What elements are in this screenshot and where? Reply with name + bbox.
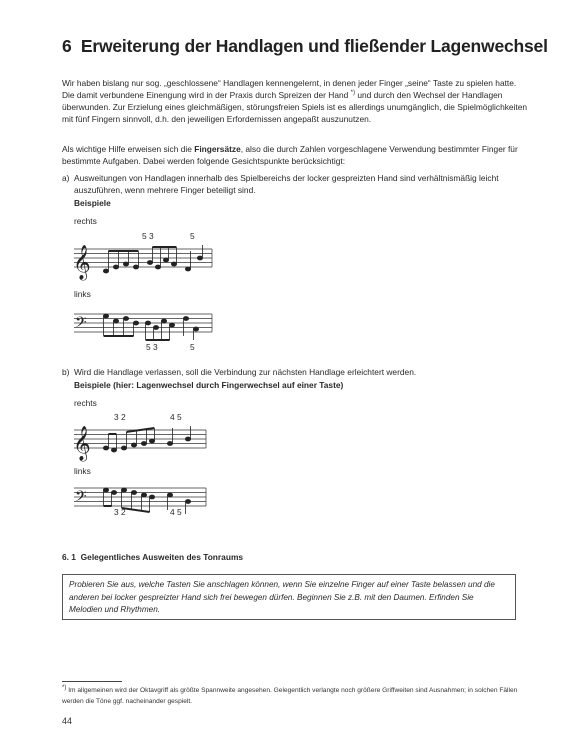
section-6-1-number: 6. 1 <box>62 552 76 562</box>
exercise-box <box>62 574 516 620</box>
footnote-divider <box>62 681 122 682</box>
notes-group <box>103 314 198 340</box>
item-a-label: a) <box>62 173 70 183</box>
item-b-links-label: links <box>74 466 91 476</box>
item-b-fingering-right-1: 3 2 <box>114 412 126 422</box>
footnote-text: Im allgemeinen wird der Oktavgriff als größte Spannweite angesehen. Gelegentlich verlangte noch größere Griffweiten sind Ausnahmen; in solchen Fällen werden die Töne ggf. nacheinander gespielt. <box>62 687 518 705</box>
item-a-rechts-label: rechts <box>74 216 97 226</box>
chapter-title: Erweiterung der Handlagen und fließender Lagenwechsel <box>80 36 548 56</box>
intro-text-a: Wir haben bislang nur sog. „geschlossene“ Handlagen kennengelernt, in denen jeder Finger „seine“ Taste zu spielen hatte. Die damit verbundene Einengung wird in der Praxis durch Spreizen der Hand <box>62 78 517 100</box>
bass-clef-icon: 𝄢 <box>75 314 87 335</box>
intro-paragraph <box>62 77 530 125</box>
section-6-1-heading <box>62 552 243 562</box>
item-b-treble-staff <box>74 426 214 460</box>
section-6-1-title: Gelegentliches Ausweiten des Tonraums <box>80 552 244 562</box>
item-b-fingering-right-2: 4 5 <box>170 412 182 422</box>
treble-clef-icon: 𝄞 <box>73 245 91 280</box>
bass-clef-icon: 𝄢 <box>75 488 87 509</box>
item-b <box>62 366 530 378</box>
item-b-rechts-label: rechts <box>74 398 97 408</box>
chapter-number: 6 <box>62 36 72 56</box>
fingersatz-text-a: Als wichtige Hilfe erweisen sich die <box>62 144 192 154</box>
exercise-box-text: Probieren Sie aus, welche Tasten Sie anschlagen können, wenn Sie einzelne Finger auf einer Taste belassen und die anderen bei locker gespreizter Hand sich frei bewegen dürfen. Beginnen Sie z.B. mit den Daumen. Erfinden Sie Melodien und Rhythmen. <box>69 580 495 614</box>
staff-lines <box>74 249 212 267</box>
item-b-fingering-left-1: 3 2 <box>114 507 126 517</box>
item-a-beispiele: Beispiele <box>74 198 111 208</box>
page-number: 44 <box>62 716 73 726</box>
fingersatz-paragraph <box>62 143 530 167</box>
footnote-mark: *) <box>62 684 67 691</box>
item-a <box>62 172 530 196</box>
item-a-links-label: links <box>74 289 91 299</box>
item-a-fingering-right-2: 5 <box>190 231 195 241</box>
item-a-treble-staff <box>74 245 214 279</box>
item-b-beispiele-suffix: ) <box>340 380 344 390</box>
item-b-beispiele-bold: Lagenwechsel durch Fingerwechsel auf einer Taste <box>136 380 341 390</box>
item-a-fingering-right-1: 5 3 <box>142 231 154 241</box>
item-b-text: Wird die Handlage verlassen, soll die Verbindung zur nächsten Handlage erleichtert werden. <box>74 367 417 377</box>
footnote-reference: *) <box>350 90 355 97</box>
fingersatz-text-b: , also die durch Zahlen vorgeschlagene Verwendung bestimmter Finger für bestimmte Aufgaben. Dabei werden folgende Gesichtspunkte berücksichtigt: <box>62 144 518 166</box>
footnote <box>62 686 532 707</box>
fingersatz-bold: Fingersätze <box>194 144 241 154</box>
item-a-fingering-left-2: 5 <box>190 342 195 352</box>
item-b-bass-staff <box>74 484 214 518</box>
staff-lines <box>74 314 212 332</box>
intro-text-b: und durch den Wechsel der Handlagen überwunden. Zur Erzielung eines gleichmäßigen, störungsfreien Spiels ist es allerdings unumgänglich, die Spielmöglichkeiten mit fünf Fingern sinnvoll, d.h. den jeweiligen Erfordernissen angepaßt auszunutzen. <box>62 90 528 124</box>
item-a-fingering-left-1: 5 3 <box>146 342 158 352</box>
item-a-text: Ausweitungen von Handlagen innerhalb des Spielbereichs der locker gespreizten Hand sind verhältnismäßig leicht auszuführen, wenn mehrere Finger beteiligt sind. <box>74 173 499 195</box>
treble-clef-icon: 𝄞 <box>73 426 91 461</box>
item-b-fingering-left-2: 4 5 <box>170 507 182 517</box>
item-b-beispiele <box>74 380 343 390</box>
item-a-bass-staff <box>74 310 214 344</box>
item-b-beispiele-prefix: Beispiele (hier: <box>74 380 135 390</box>
chapter-heading <box>62 36 548 57</box>
item-b-label: b) <box>62 367 70 377</box>
